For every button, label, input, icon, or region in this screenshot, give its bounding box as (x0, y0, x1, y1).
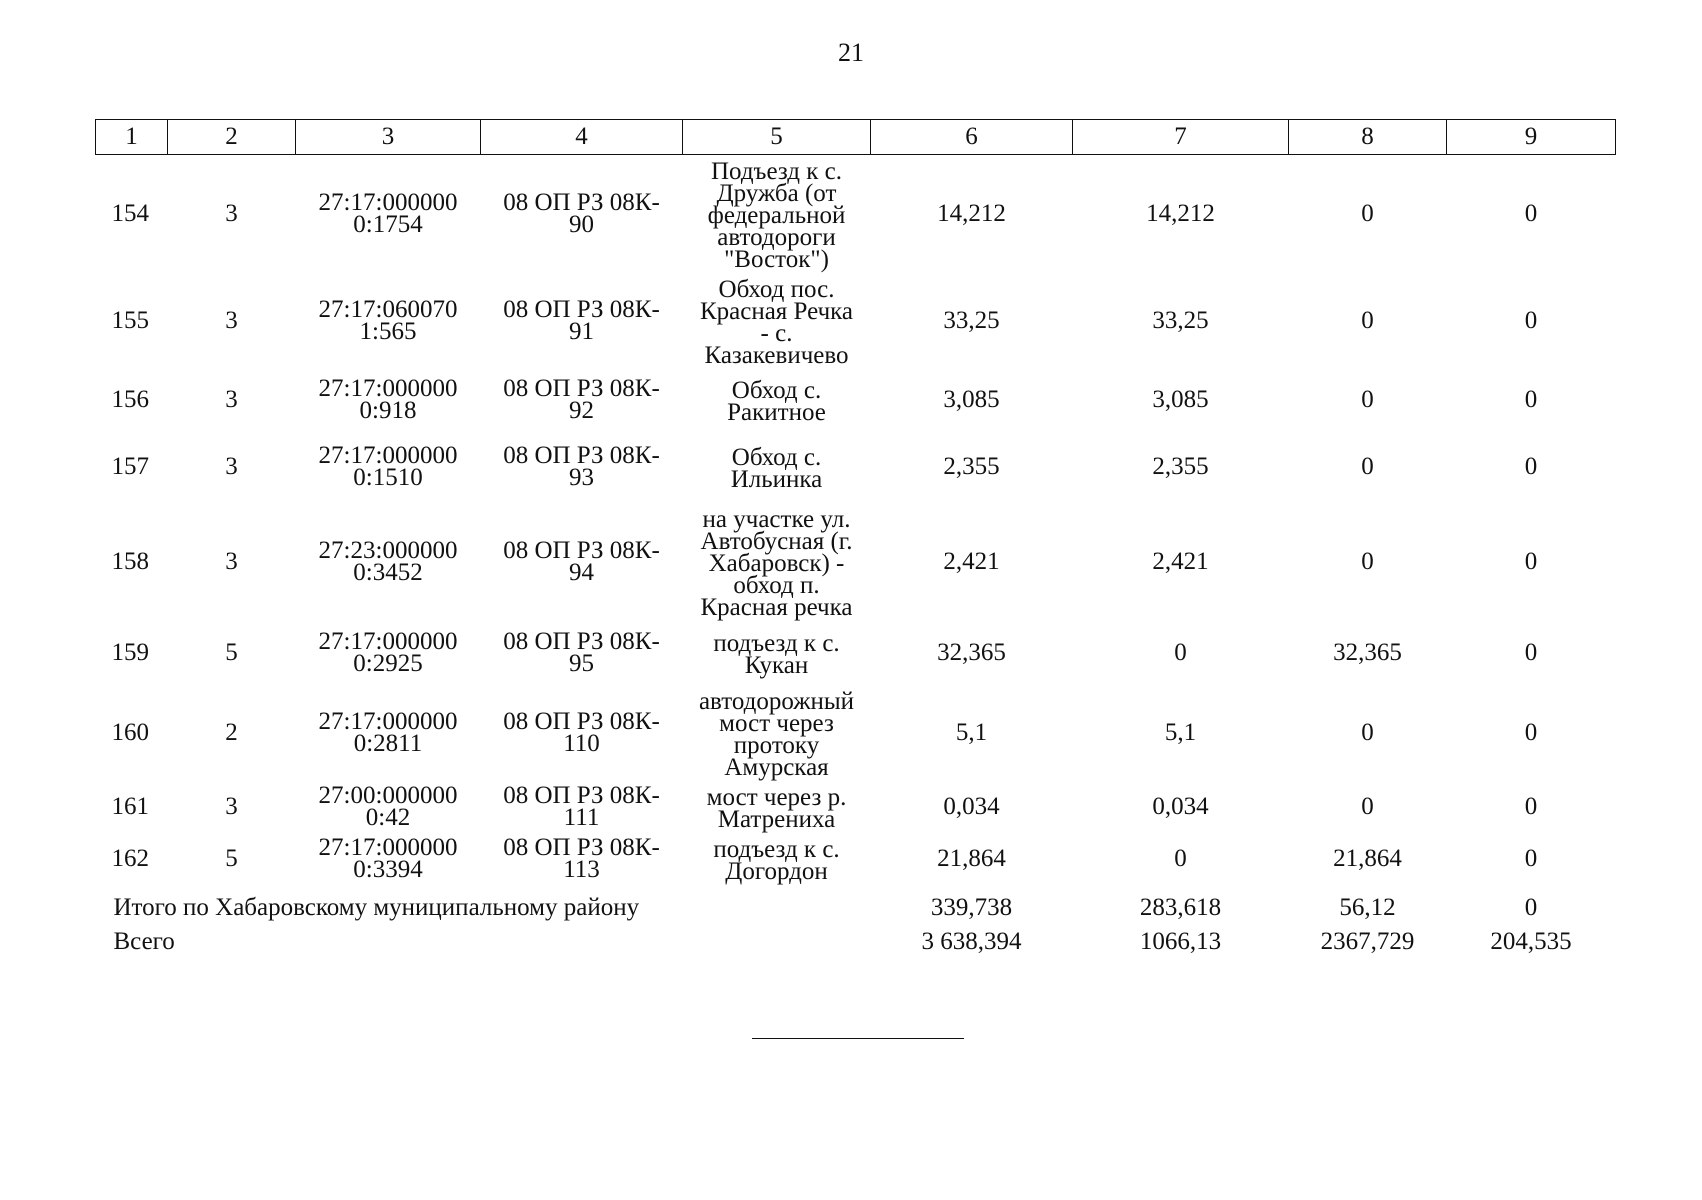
total-label: Всего (113, 928, 175, 955)
cell-c7: 3,085 (1152, 386, 1209, 413)
cell-c7: 0 (1174, 639, 1187, 666)
cell-c4: 08 ОП РЗ 08К- 92 (503, 375, 660, 424)
total-c9: 204,535 (1490, 928, 1572, 955)
column-header: 9 (1447, 120, 1616, 155)
cell-c5: автодорожный мост через протоку Амурская (698, 688, 855, 781)
cell-c6: 2,355 (943, 453, 1000, 480)
cell-c9: 0 (1524, 548, 1538, 575)
cell-c9: 0 (1524, 307, 1538, 334)
cell-c8: 0 (1361, 548, 1374, 575)
cell-c3: 27:17:000000 0:2925 (318, 628, 458, 677)
cell-c5: Обход пос. Красная Речка - с. Казакевичево (699, 276, 854, 369)
cell-c1: 162 (111, 845, 149, 872)
page-number: 21 (838, 38, 864, 67)
table-row (96, 685, 1616, 781)
cell-c6: 14,212 (937, 200, 1006, 227)
cell-c1: 154 (111, 200, 149, 227)
end-divider (752, 1038, 964, 1039)
cell-c8: 0 (1361, 453, 1374, 480)
column-header: 3 (296, 120, 481, 155)
column-number-row (96, 120, 1616, 155)
cell-c8: 0 (1361, 200, 1374, 227)
cell-c9: 0 (1524, 200, 1538, 227)
cell-c3: 27:00:000000 0:42 (318, 782, 458, 831)
cell-c1: 157 (111, 453, 149, 480)
cell-c2: 5 (225, 845, 238, 872)
cell-c8: 0 (1361, 386, 1374, 413)
cell-c1: 155 (111, 307, 149, 334)
cell-c6: 5,1 (955, 719, 988, 746)
total-row (96, 885, 1616, 919)
cell-c3: 27:17:000000 0:918 (318, 375, 458, 424)
cell-c4: 08 ОП РЗ 08К- 111 (503, 782, 660, 831)
table-row (96, 503, 1616, 621)
cell-c5: подъезд к с. Догордон (713, 836, 840, 885)
cell-c4: 08 ОП РЗ 08К- 95 (503, 628, 660, 677)
cell-c2: 3 (225, 793, 238, 820)
cell-c9: 0 (1524, 639, 1538, 666)
table-row (96, 833, 1616, 885)
table-row (96, 781, 1616, 833)
cell-c1: 161 (111, 793, 149, 820)
cell-c1: 160 (111, 719, 149, 746)
total-c7: 1066,13 (1139, 928, 1222, 955)
cell-c6: 32,365 (937, 639, 1006, 666)
cell-c6: 21,864 (937, 845, 1006, 872)
cell-c8: 32,365 (1333, 639, 1402, 666)
cell-c3: 27:17:000000 0:1754 (318, 189, 458, 238)
cell-c1: 158 (111, 548, 149, 575)
cell-c6: 0,034 (943, 793, 1000, 820)
cell-c8: 21,864 (1333, 845, 1402, 872)
cell-c5: Обход с. Ильинка (730, 444, 823, 493)
table-row (96, 155, 1616, 274)
cell-c7: 2,355 (1152, 453, 1209, 480)
cell-c9: 0 (1524, 386, 1538, 413)
total-row (96, 919, 1616, 953)
total-c6: 339,738 (930, 894, 1013, 921)
column-header: 8 (1289, 120, 1447, 155)
cell-c5: на участке ул. Автобусная (г. Хабаровск) - обход п. Красная речка (700, 506, 853, 621)
column-header: 7 (1073, 120, 1289, 155)
cell-c3: 27:23:000000 0:3452 (318, 537, 458, 586)
cell-c4: 08 ОП РЗ 08К- 94 (503, 537, 660, 586)
cell-c9: 0 (1524, 453, 1538, 480)
cell-c5: Обход с. Ракитное (727, 377, 826, 426)
column-header: 1 (96, 120, 168, 155)
cell-c2: 3 (225, 548, 238, 575)
table-row (96, 369, 1616, 431)
cell-c2: 3 (225, 200, 238, 227)
total-label: Итого по Хабаровскому муниципальному району (113, 894, 640, 921)
cell-c7: 2,421 (1152, 548, 1209, 575)
cell-c6: 33,25 (943, 307, 1000, 334)
cell-c4: 08 ОП РЗ 08К- 113 (503, 834, 660, 883)
cell-c3: 27:17:060070 1:565 (318, 296, 458, 345)
cell-c4: 08 ОП РЗ 08К- 110 (503, 708, 660, 757)
cell-c3: 27:17:000000 0:2811 (318, 708, 458, 757)
cell-c1: 159 (111, 639, 149, 666)
column-header: 5 (683, 120, 871, 155)
total-c8: 56,12 (1339, 894, 1396, 921)
total-c7: 283,618 (1139, 894, 1222, 921)
cell-c6: 2,421 (943, 548, 1000, 575)
total-c6: 3 638,394 (921, 928, 1022, 955)
cell-c2: 5 (225, 639, 238, 666)
total-c9: 0 (1524, 894, 1538, 921)
cell-c6: 3,085 (943, 386, 1000, 413)
cell-c5: мост через р. Матрениха (706, 784, 847, 833)
cell-c7: 5,1 (1164, 719, 1197, 746)
column-header: 4 (481, 120, 683, 155)
cell-c9: 0 (1524, 845, 1538, 872)
cell-c7: 0 (1174, 845, 1187, 872)
cell-c9: 0 (1524, 719, 1538, 746)
table-row (96, 273, 1616, 369)
cell-c7: 0,034 (1152, 793, 1209, 820)
column-header: 6 (871, 120, 1073, 155)
cell-c3: 27:17:000000 0:1510 (318, 442, 458, 491)
cell-c4: 08 ОП РЗ 08К- 91 (503, 296, 660, 345)
cell-c7: 33,25 (1152, 307, 1209, 334)
cell-c3: 27:17:000000 0:3394 (318, 834, 458, 883)
cell-c2: 3 (225, 453, 238, 480)
total-c8: 2367,729 (1320, 928, 1415, 955)
cell-c2: 3 (225, 386, 238, 413)
cell-c8: 0 (1361, 719, 1374, 746)
cell-c2: 3 (225, 307, 238, 334)
cell-c5: Подъезд к с. Дружба (от федеральной автодороги "Восток") (707, 158, 846, 273)
table-row (96, 431, 1616, 503)
table-row (96, 621, 1616, 685)
cell-c9: 0 (1524, 793, 1538, 820)
cell-c4: 08 ОП РЗ 08К- 90 (503, 189, 660, 238)
cell-c4: 08 ОП РЗ 08К- 93 (503, 442, 660, 491)
cell-c8: 0 (1361, 793, 1374, 820)
column-header: 2 (168, 120, 296, 155)
cell-c1: 156 (111, 386, 149, 413)
cell-c7: 14,212 (1146, 200, 1215, 227)
cell-c2: 2 (225, 719, 238, 746)
roads-table (95, 119, 1616, 953)
cell-c8: 0 (1361, 307, 1374, 334)
table-body (96, 155, 1616, 954)
cell-c5: подъезд к с. Кукан (713, 630, 840, 679)
